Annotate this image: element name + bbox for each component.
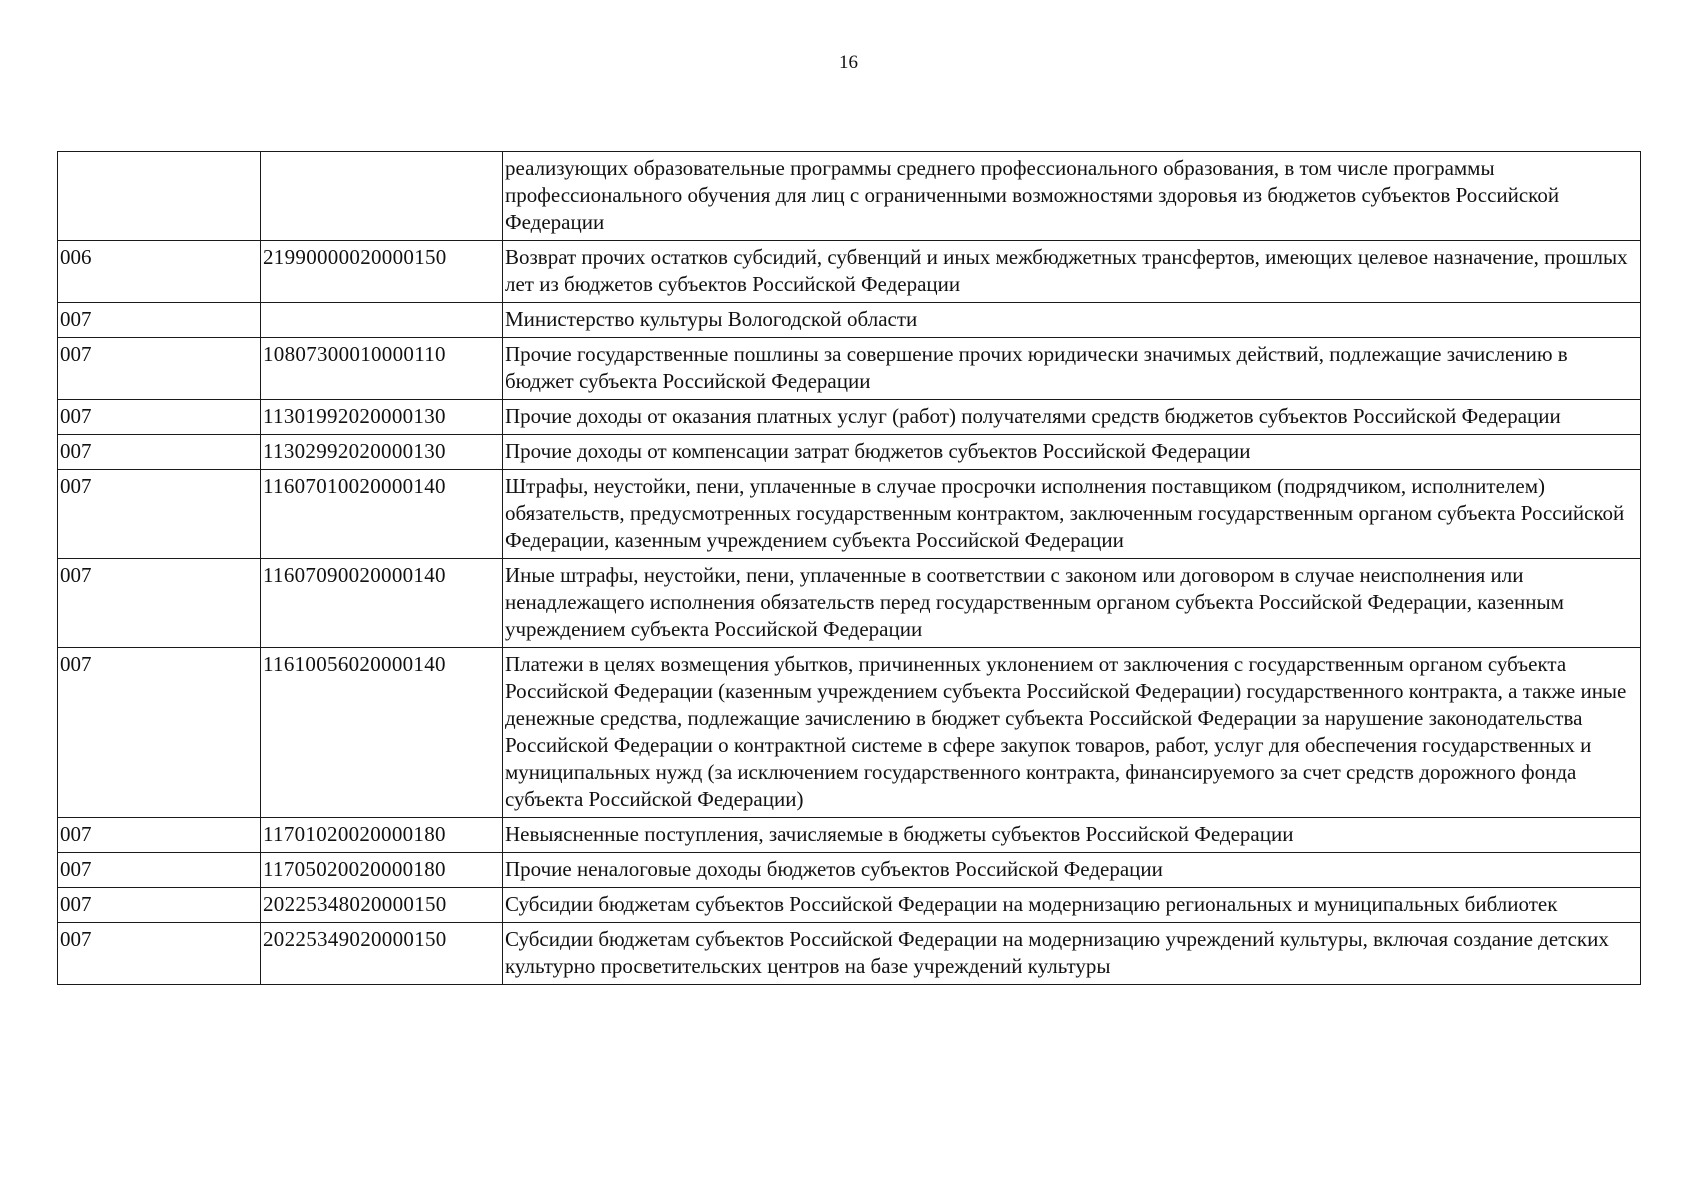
budget-code-cell: 11705020020000180 (261, 853, 503, 888)
table-row (58, 818, 1641, 853)
admin-code-cell: 007 (58, 923, 261, 985)
admin-code-cell: 007 (58, 818, 261, 853)
budget-code-cell: 11301992020000130 (261, 400, 503, 435)
table-body (58, 152, 1641, 985)
admin-code-cell: 007 (58, 470, 261, 559)
admin-code-cell: 007 (58, 400, 261, 435)
table-row (58, 303, 1641, 338)
description-cell: Прочие неналоговые доходы бюджетов субъектов Российской Федерации (503, 853, 1641, 888)
description-cell: Штрафы, неустойки, пени, уплаченные в случае просрочки исполнения поставщиком (подрядчиком, исполнителем) обязательств, предусмотренных государственным контрактом, заключенным государственным органом субъекта Российской Федерации, казенным учреждением субъекта Российской Федерации (503, 470, 1641, 559)
budget-code-cell: 11607090020000140 (261, 559, 503, 648)
table-row (58, 241, 1641, 303)
description-cell: Прочие доходы от оказания платных услуг (работ) получателями средств бюджетов субъектов Российской Федерации (503, 400, 1641, 435)
admin-code-cell: 006 (58, 241, 261, 303)
admin-code-cell: 007 (58, 853, 261, 888)
description-cell: Прочие доходы от компенсации затрат бюджетов субъектов Российской Федерации (503, 435, 1641, 470)
description-cell: Платежи в целях возмещения убытков, причиненных уклонением от заключения с государственным органом субъекта Российской Федерации (казенным учреждением субъекта Российской Федерации) государственного контракта, а также иные денежные средства, подлежащие зачислению в бюджет субъекта Российской Федерации за нарушение законодательства Российской Федерации о контрактной системе в сфере закупок товаров, работ, услуг для обеспечения государственных и муниципальных нужд (за исключением государственного контракта, финансируемого за счет средств дорожного фонда субъекта Российской Федерации) (503, 648, 1641, 818)
budget-code-cell: 20225349020000150 (261, 923, 503, 985)
admin-code-cell (58, 152, 261, 241)
table-row (58, 923, 1641, 985)
table-row (58, 470, 1641, 559)
budget-code-cell: 11302992020000130 (261, 435, 503, 470)
description-cell: реализующих образовательные программы среднего профессионального образования, в том числе программы профессионального обучения для лиц с ограниченными возможностями здоровья из бюджетов субъектов Российской Федерации (503, 152, 1641, 241)
table-row (58, 559, 1641, 648)
description-cell: Субсидии бюджетам субъектов Российской Федерации на модернизацию региональных и муниципальных библиотек (503, 888, 1641, 923)
budget-code-cell (261, 152, 503, 241)
admin-code-cell: 007 (58, 435, 261, 470)
description-cell: Иные штрафы, неустойки, пени, уплаченные в соответствии с законом или договором в случае неисполнения или ненадлежащего исполнения обязательств перед государственным органом субъекта Российской Федерации, казенным учреждением субъекта Российской Федерации (503, 559, 1641, 648)
page-number: 16 (839, 52, 858, 73)
description-cell: Субсидии бюджетам субъектов Российской Федерации на модернизацию учреждений культуры, включая создание детских культурно просветительских центров на базе учреждений культуры (503, 923, 1641, 985)
table-row (58, 152, 1641, 241)
admin-code-cell: 007 (58, 648, 261, 818)
budget-code-cell: 21990000020000150 (261, 241, 503, 303)
admin-code-cell: 007 (58, 559, 261, 648)
budget-code-cell: 11607010020000140 (261, 470, 503, 559)
description-cell: Возврат прочих остатков субсидий, субвенций и иных межбюджетных трансфертов, имеющих целевое назначение, прошлых лет из бюджетов субъектов Российской Федерации (503, 241, 1641, 303)
table-row (58, 888, 1641, 923)
admin-code-cell: 007 (58, 338, 261, 400)
table-row (58, 338, 1641, 400)
description-cell: Министерство культуры Вологодской области (503, 303, 1641, 338)
revenue-codes-table (57, 151, 1641, 985)
table-row (58, 400, 1641, 435)
table-row (58, 853, 1641, 888)
description-cell: Прочие государственные пошлины за совершение прочих юридически значимых действий, подлежащие зачислению в бюджет субъекта Российской Федерации (503, 338, 1641, 400)
budget-code-cell: 20225348020000150 (261, 888, 503, 923)
table-row (58, 648, 1641, 818)
budget-code-cell: 11701020020000180 (261, 818, 503, 853)
admin-code-cell: 007 (58, 303, 261, 338)
admin-code-cell: 007 (58, 888, 261, 923)
budget-code-cell: 11610056020000140 (261, 648, 503, 818)
budget-code-cell (261, 303, 503, 338)
table-row (58, 435, 1641, 470)
budget-code-cell: 10807300010000110 (261, 338, 503, 400)
description-cell: Невыясненные поступления, зачисляемые в бюджеты субъектов Российской Федерации (503, 818, 1641, 853)
